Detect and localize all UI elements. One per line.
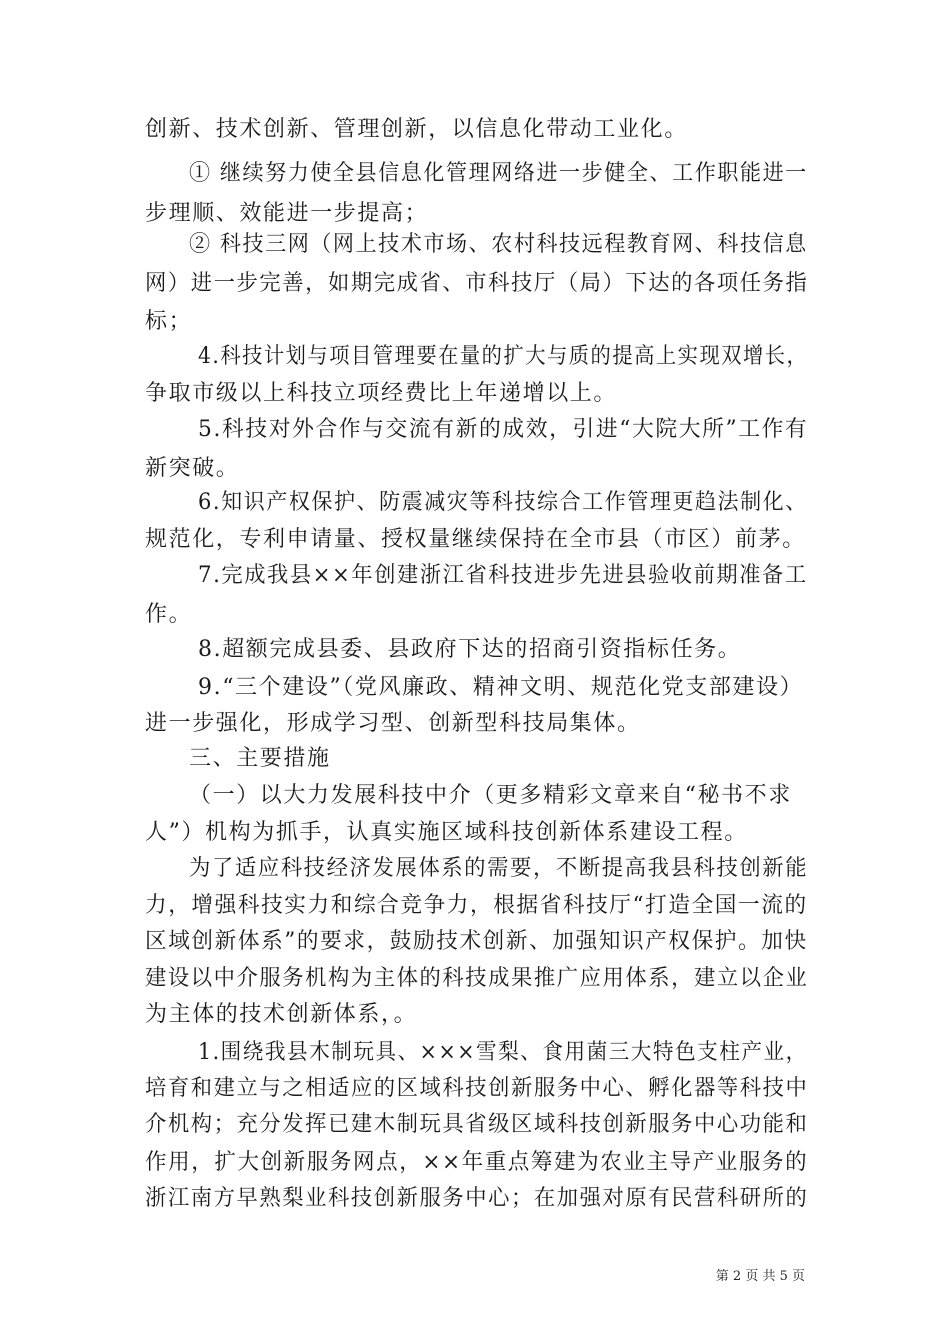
text-line-9: 5.科技对外合作与交流有新的成效，引进“大院大所”工作有 <box>198 417 809 442</box>
text-line-16: 9.“三个建设”（党风廉政、精神文明、规范化党支部建设） <box>198 675 804 700</box>
text-line-10: 新突破。 <box>145 456 240 481</box>
text-line-6: 标； <box>145 309 193 334</box>
text-line-13: 7.完成我县××年创建浙江省科技进步先进县验收前期准备工 <box>198 563 808 588</box>
text-line-20: 人”）机构为抓手，认真实施区域科技创新体系建设工程。 <box>145 820 748 845</box>
text-line-5: 网）进一步完善，如期完成省、市科技厅（局）下达的各项任务指 <box>145 271 809 296</box>
text-line-30: 浙江南方早熟梨业科技创新服务中心；在加强对原有民营科研所的 <box>145 1186 809 1211</box>
text-line-14: 作。 <box>145 602 193 627</box>
text-line-17: 进一步强化，形成学习型、创新型科技局集体。 <box>145 711 641 736</box>
text-line-11: 6.知识产权保护、防震减灾等科技综合工作管理更趋法制化、 <box>198 490 808 515</box>
text-line-4: ② 科技三网（网上技术市场、农村科技远程教育网、科技信息 <box>189 232 808 257</box>
text-line-27: 培育和建立与之相适应的区域科技创新服务中心、孵化器等科技中 <box>145 1076 809 1101</box>
text-line-26: 1.围绕我县木制玩具、×××雪梨、食用菌三大特色支柱产业， <box>198 1040 808 1065</box>
text-line-8: 争取市级以上科技立项经费比上年递增以上。 <box>145 381 618 406</box>
text-line-1: 创新、技术创新、管理创新，以信息化带动工业化。 <box>145 117 688 142</box>
text-line-24: 建设以中介服务机构为主体的科技成果推广应用体系，建立以企业 <box>145 966 809 991</box>
text-line-22: 力，增强科技实力和综合竞争力，根据省科技厅“打造全国一流的 <box>145 893 808 918</box>
text-line-19: （一）以大力发展科技中介（更多精彩文章来自“秘书不求 <box>189 783 792 808</box>
text-line-15: 8.超额完成县委、县政府下达的招商引资指标任务。 <box>198 637 742 662</box>
text-line-23: 区域创新体系”的要求，鼓励技术创新、加强知识产权保护。加快 <box>145 929 808 954</box>
text-line-29: 作用，扩大创新服务网点，××年重点筹建为农业主导产业服务的 <box>145 1150 809 1175</box>
text-line-21: 为了适应科技经济发展体系的需要，不断提高我县科技创新能 <box>189 856 809 881</box>
text-line-2: ① 继续努力使全县信息化管理网络进一步健全、工作职能进一 <box>189 161 808 186</box>
text-line-18: 三、主要措施 <box>189 746 331 771</box>
text-line-28: 介机构；充分发挥已建木制玩具省级区域科技创新服务中心功能和 <box>145 1112 809 1137</box>
text-line-25: 为主体的技术创新体系，。 <box>145 1002 418 1027</box>
text-line-12: 规范化，专利申请量、授权量继续保持在全市县（市区）前茅。 <box>145 527 806 552</box>
text-line-3: 步理顺、效能进一步提高； <box>145 201 429 226</box>
page-number-footer: 第 2 页 共 5 页 <box>715 1269 805 1284</box>
text-line-7: 4.科技计划与项目管理要在量的扩大与质的提高上实现双增长， <box>198 344 809 369</box>
